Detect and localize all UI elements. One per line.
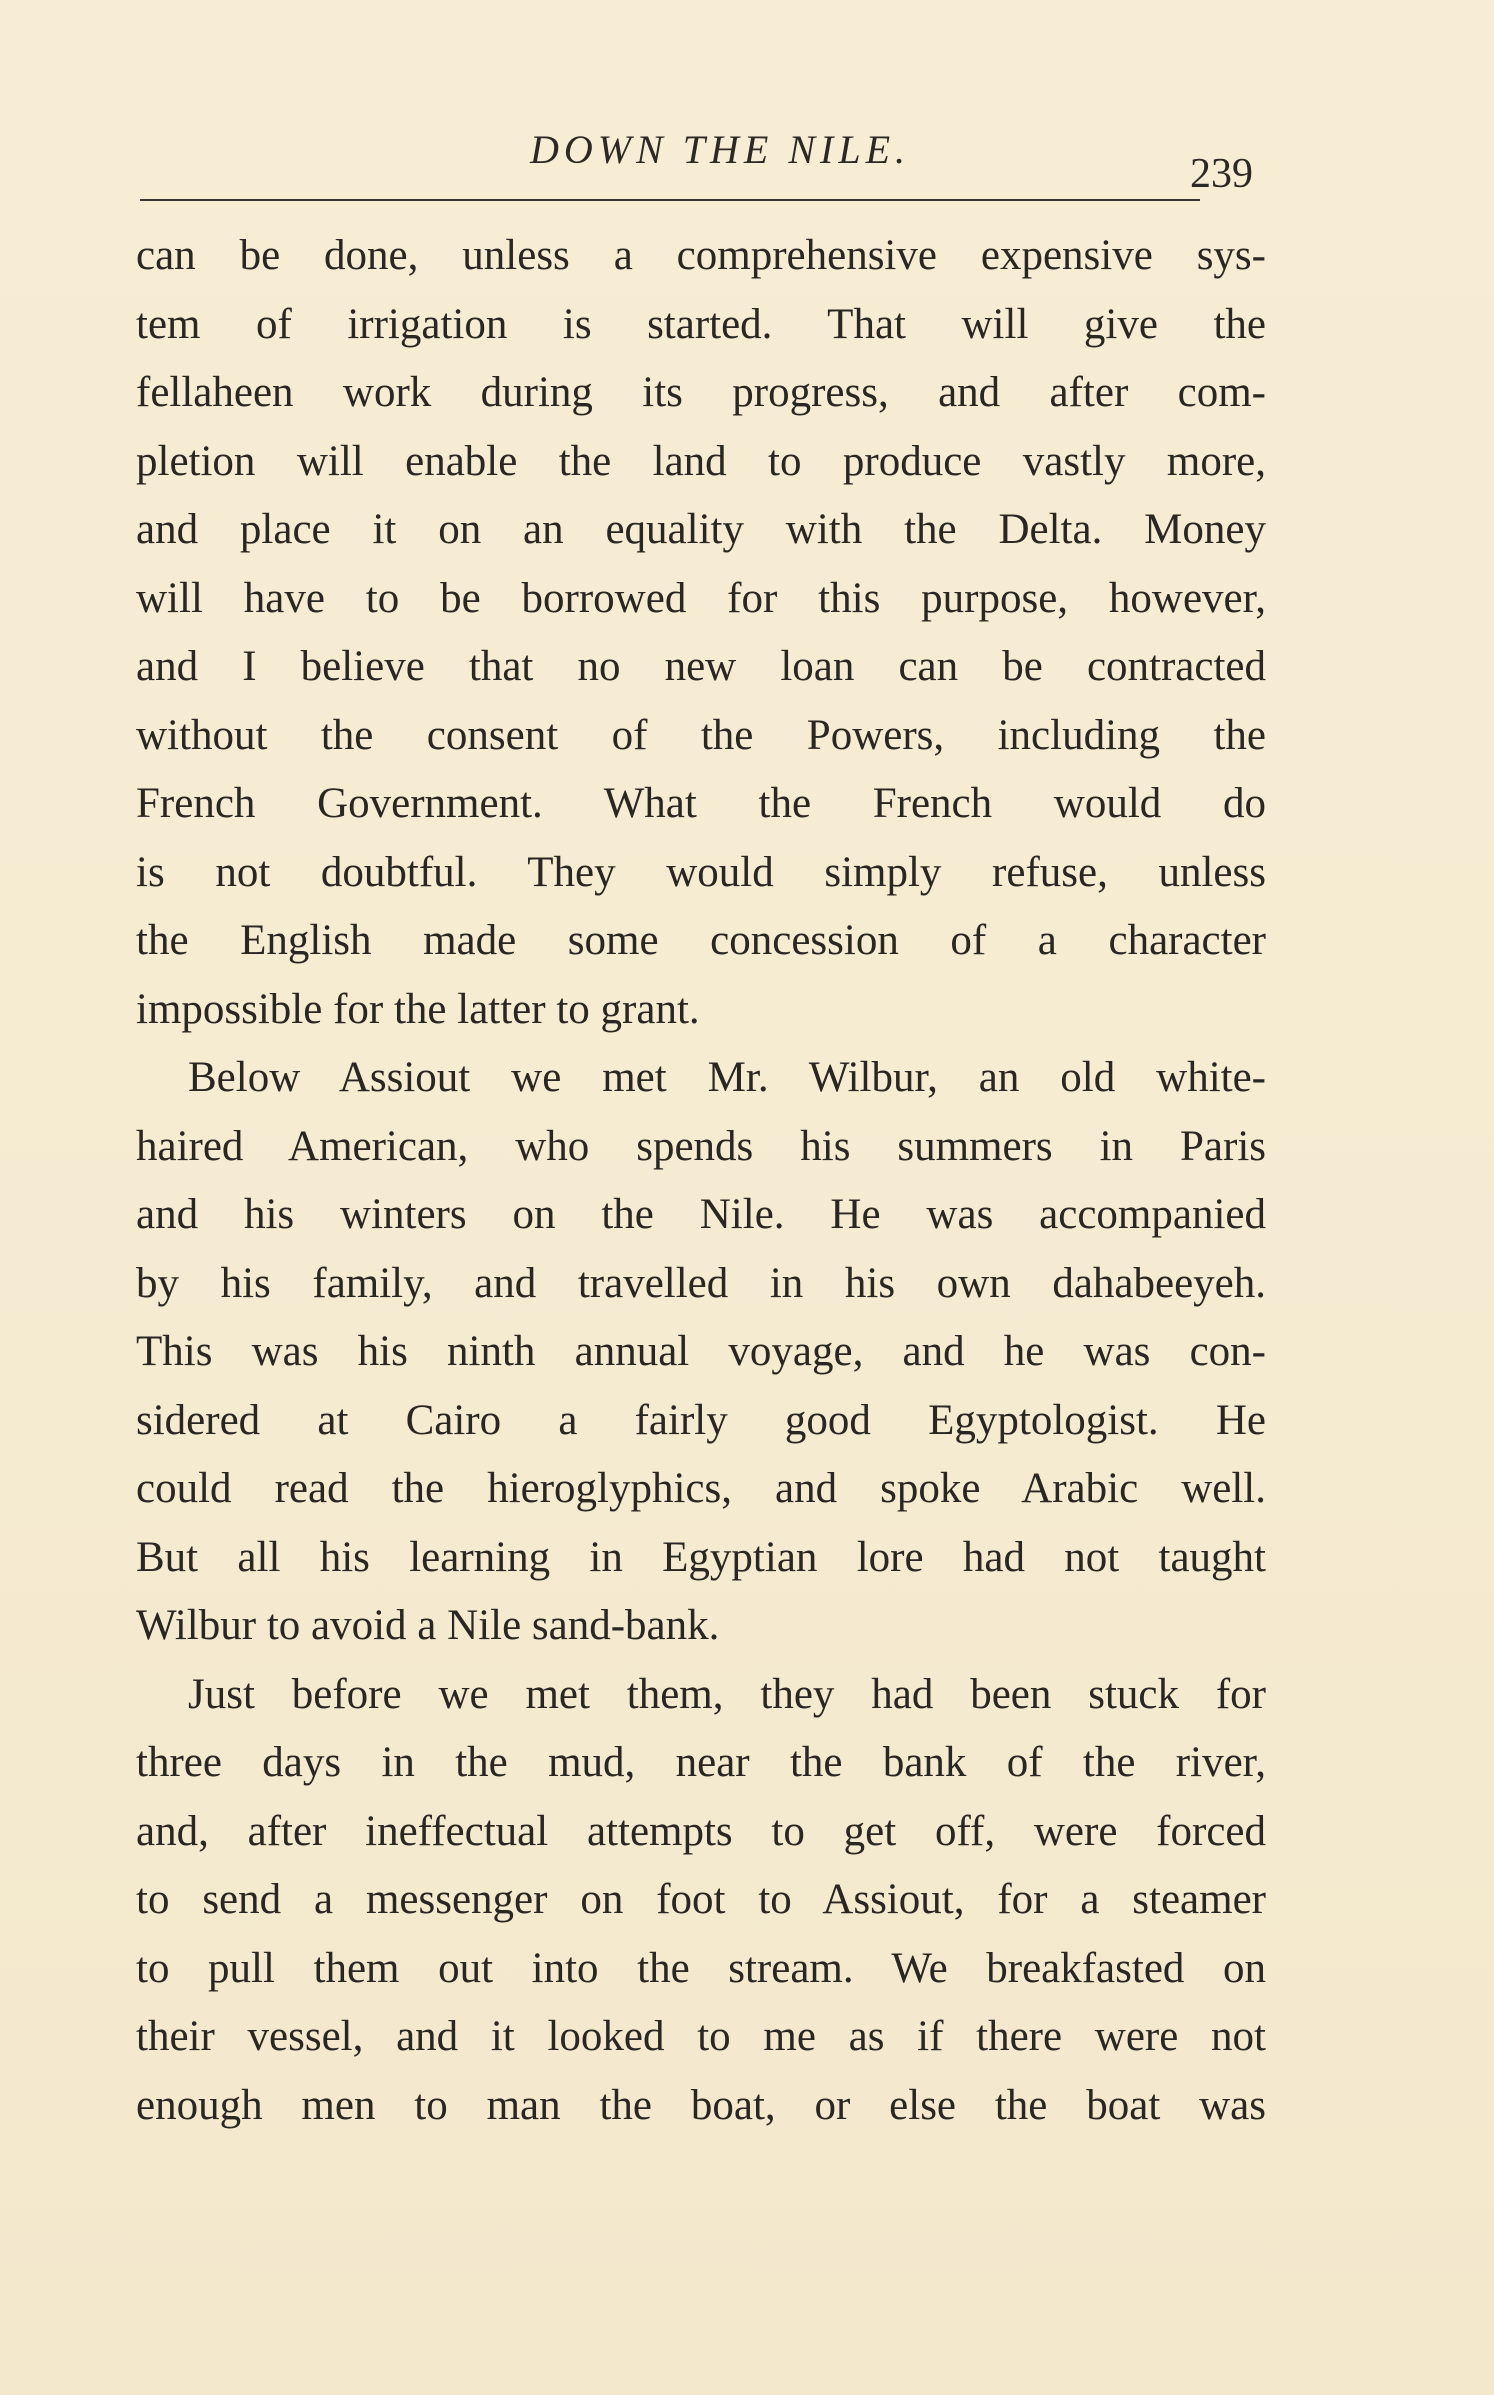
text-line: French Government. What the French would do xyxy=(136,780,1266,827)
text-line: their vessel, and it looked to me as if there were not xyxy=(136,2013,1266,2060)
text-line: This was his ninth annual voyage, and he was con- xyxy=(136,1328,1266,1375)
text-line: haired American, who spends his summers in Paris xyxy=(136,1122,1266,1170)
text-line: could read the hieroglyphics, and spoke Arabic well. xyxy=(136,1465,1266,1512)
text-line: and his winters on the Nile. He was accompanied xyxy=(136,1191,1266,1238)
paragraph-start-line: Below Assiout we met Mr. Wilbur, an old white- xyxy=(188,1054,1266,1101)
paragraph-end-line: impossible for the latter to grant. xyxy=(136,985,700,1033)
paragraph-end-line: Wilbur to avoid a Nile sand-bank. xyxy=(136,1602,720,1649)
text-line: without the consent of the Powers, including the xyxy=(136,711,1266,759)
text-line: pletion will enable the land to produce vastly more, xyxy=(136,437,1266,485)
text-line: is not doubtful. They would simply refuse, unless xyxy=(136,848,1266,896)
text-line: the English made some concession of a character xyxy=(136,917,1266,964)
text-line: three days in the mud, near the bank of the river, xyxy=(136,1739,1266,1786)
text-line: and place it on an equality with the Delta. Money xyxy=(136,506,1266,553)
text-line: But all his learning in Egyptian lore had not taught xyxy=(136,1533,1266,1581)
header-rule xyxy=(140,199,1200,201)
text-line: and I believe that no new loan can be contracted xyxy=(136,643,1266,690)
text-line: tem of irrigation is started. That will give the xyxy=(136,300,1266,348)
text-line: to send a messenger on foot to Assiout, for a steamer xyxy=(136,1876,1266,1923)
running-title: DOWN THE NILE. xyxy=(529,127,911,172)
paragraph-start-line: Just before we met them, they had been stuck for xyxy=(188,1670,1266,1718)
text-line: will have to be borrowed for this purpose, however, xyxy=(136,574,1266,622)
text-line: by his family, and travelled in his own dahabeeyeh. xyxy=(136,1259,1266,1307)
text-line: enough men to man the boat, or else the boat was xyxy=(136,2081,1266,2129)
text-line: to pull them out into the stream. We breakfasted on xyxy=(136,1944,1266,1992)
body-text xyxy=(136,222,1266,2140)
text-line: sidered at Cairo a fairly good Egyptologist. He xyxy=(136,1396,1266,1444)
page-number: 239 xyxy=(1190,151,1253,197)
text-line: can be done, unless a comprehensive expensive sys- xyxy=(136,232,1266,279)
text-line: fellaheen work during its progress, and after com- xyxy=(136,369,1266,416)
text-line: and, after ineffectual attempts to get off, were forced xyxy=(136,1807,1266,1855)
